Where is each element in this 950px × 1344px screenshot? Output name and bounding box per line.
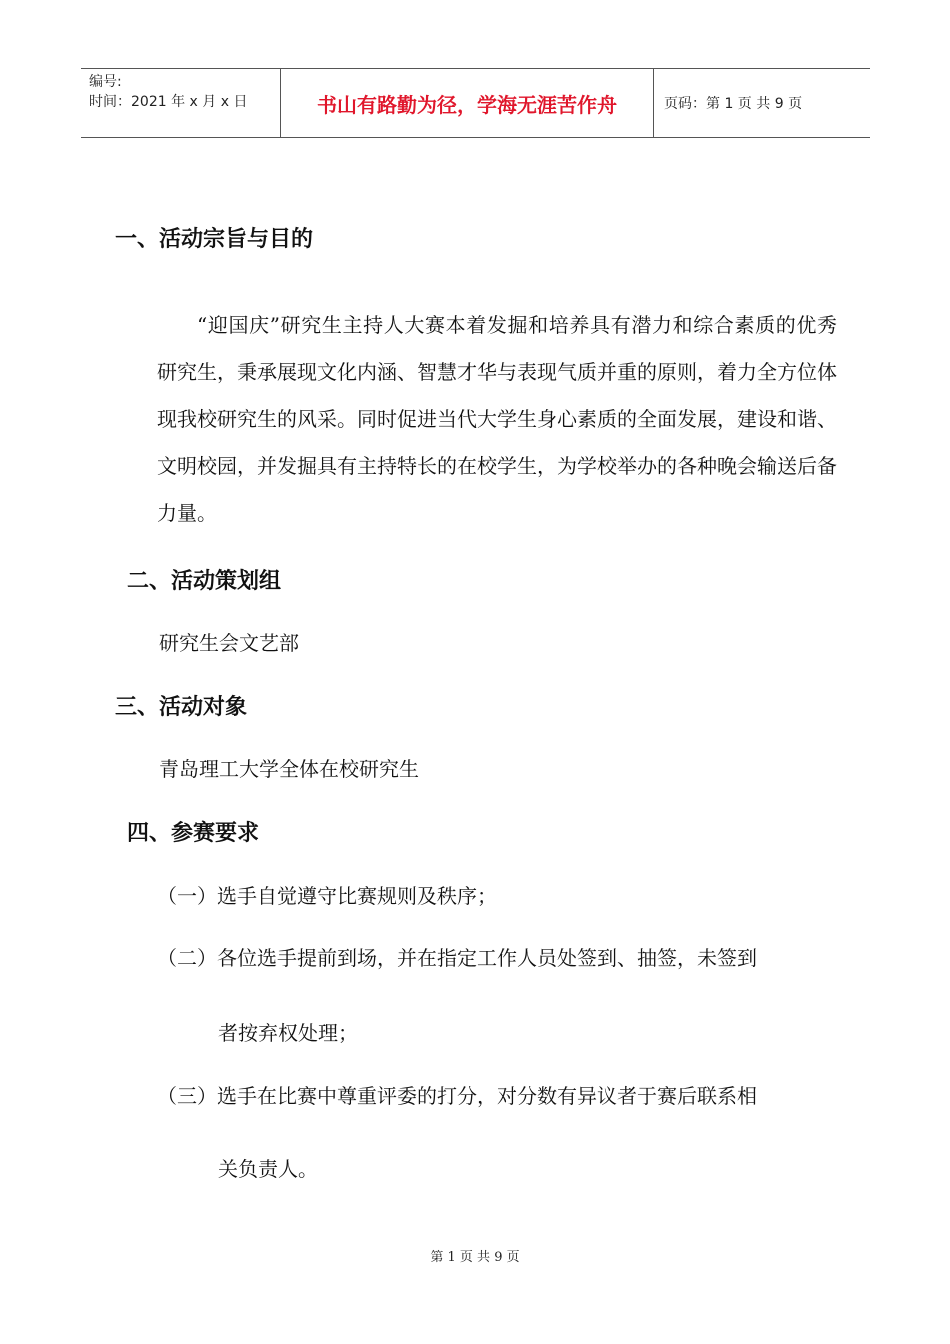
requirement-2-line-1: （二）各位选手提前到场，并在指定工作人员处签到、抽签，未签到 [157,946,757,970]
section-2-text: 研究生会文艺部 [159,631,299,655]
header-motto: 书山有路勤为径，学海无涯苦作舟 [281,69,654,137]
section-4-title: 四、参赛要求 [127,821,260,846]
page-header [81,68,870,138]
header-meta [81,69,281,137]
time-label: 时间：2021 年 x 月 x 日 [89,94,248,110]
header-page-info: 页码：第 1 页 共 9 页 [664,96,803,112]
requirement-3-line-1: （三）选手在比赛中尊重评委的打分，对分数有异议者于赛后联系相 [157,1084,757,1108]
section-3-title: 三、活动对象 [115,695,248,720]
page-footer: 第 1 页 共 9 页 [430,1250,520,1265]
requirement-2-line-2: 者按弃权处理； [218,1021,358,1045]
section-2-title: 二、活动策划组 [127,569,282,594]
requirement-3-line-2: 关负责人。 [218,1157,318,1181]
section-1-paragraph: “迎国庆”研究生主持人大赛本着发掘和培养具有潜力和综合素质的优秀研究生，秉承展现文化内涵、智慧才华与表现气质并重的原则，着力全方位体现我校研究生的风采。同时促进当代大学生身心素质的全面发展，建设和谐、文明校园，并发掘具有主持特长的在校学生，为学校举办的各种晚会输送后备力量。 [157,313,837,525]
number-label: 编号: [89,74,122,90]
requirement-1: （一）选手自觉遵守比赛规则及秩序； [157,884,497,908]
section-1-title: 一、活动宗旨与目的 [115,227,314,252]
section-3-text: 青岛理工大学全体在校研究生 [159,757,419,781]
